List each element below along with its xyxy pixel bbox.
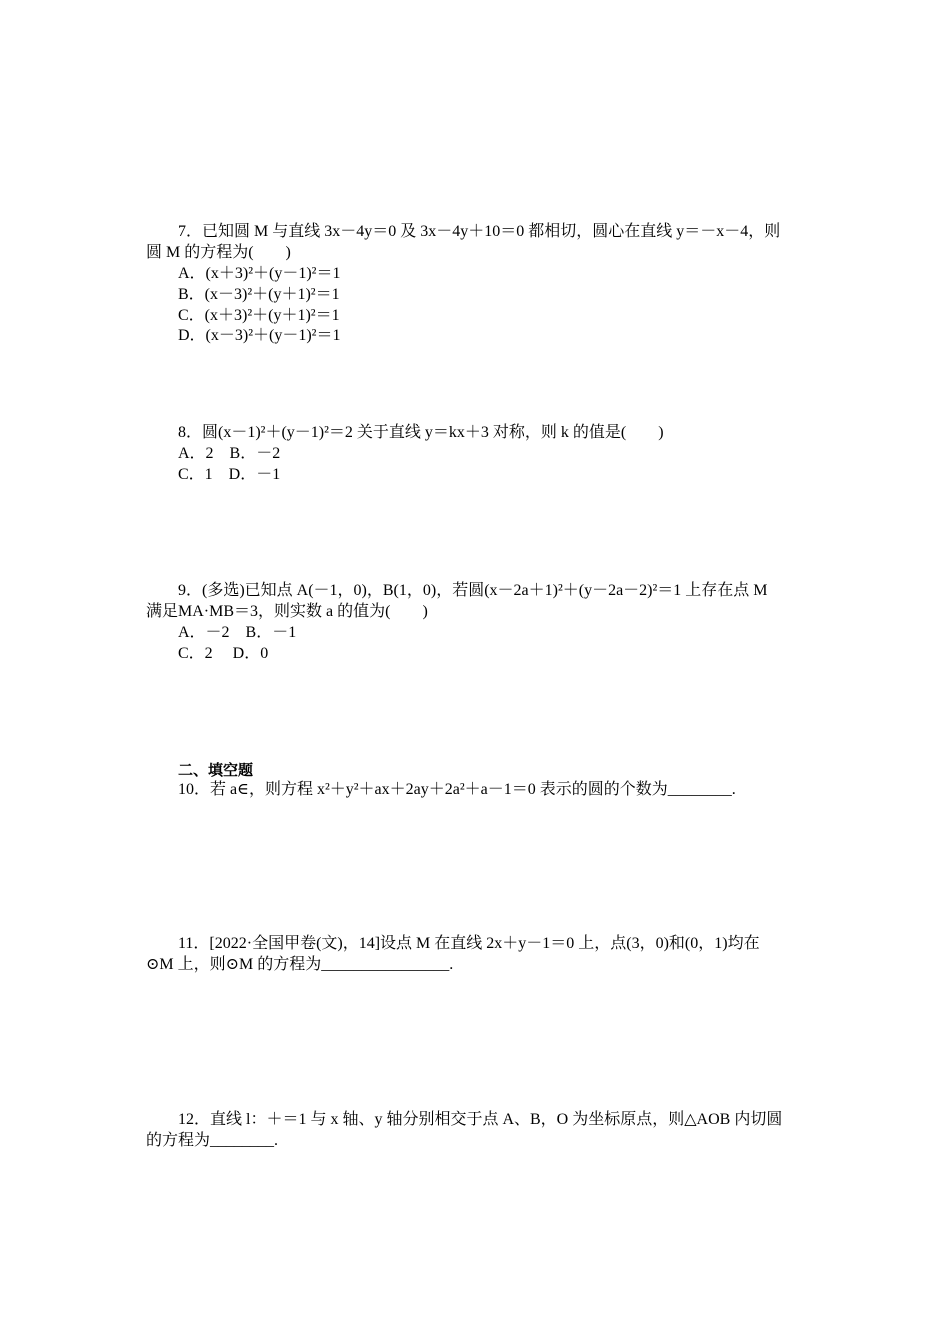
question-7-option-c: C．(x＋3)²＋(y＋1)²＝1 [178, 307, 340, 324]
question-12-line-2: 的方程为________. [146, 1132, 279, 1149]
question-11-line-2: ⊙M 上，则⊙M 的方程为________________. [146, 956, 454, 973]
question-9-options-ab: A．－2 B．－1 [178, 624, 297, 641]
question-7-option-a: A．(x＋3)²＋(y－1)²＝1 [178, 265, 341, 282]
question-9-options-cd: C．2 D．0 [178, 645, 269, 662]
question-10-line-1: 10．若 a∈，则方程 x²＋y²＋ax＋2ay＋2a²＋a－1＝0 表示的圆的个数为________. [178, 781, 736, 798]
question-9-line-1: 9．(多选)已知点 A(－1，0)，B(1，0)，若圆(x－2a＋1)²＋(y－2a－2)²＝1 上存在点 M [178, 582, 768, 599]
question-12-line-1: 12．直线 l：＋＝1 与 x 轴、y 轴分别相交于点 A、B，O 为坐标原点，则△AOB 内切圆 [178, 1111, 783, 1128]
question-9-line-2: 满足MA·MB＝3，则实数 a 的值为( ) [146, 603, 428, 620]
question-7-line-2: 圆 M 的方程为( ) [146, 244, 291, 261]
question-7-option-b: B．(x－3)²＋(y＋1)²＝1 [178, 286, 340, 303]
question-7-line-1: 7．已知圆 M 与直线 3x－4y＝0 及 3x－4y＋10＝0 都相切，圆心在直线 y＝－x－4，则 [178, 223, 781, 240]
question-8-line-1: 8．圆(x－1)²＋(y－1)²＝2 关于直线 y＝kx＋3 对称，则 k 的值是( ) [178, 424, 664, 441]
question-11-line-1: 11．[2022·全国甲卷(文)，14]设点 M 在直线 2x＋y－1＝0 上，点(3，0)和(0，1)均在 [178, 935, 760, 952]
question-8-options-cd: C．1 D．－1 [178, 466, 281, 483]
question-8-options-ab: A．2 B．－2 [178, 445, 281, 462]
section-2-heading: 二、填空题 [178, 761, 254, 779]
question-7-option-d: D．(x－3)²＋(y－1)²＝1 [178, 327, 341, 344]
